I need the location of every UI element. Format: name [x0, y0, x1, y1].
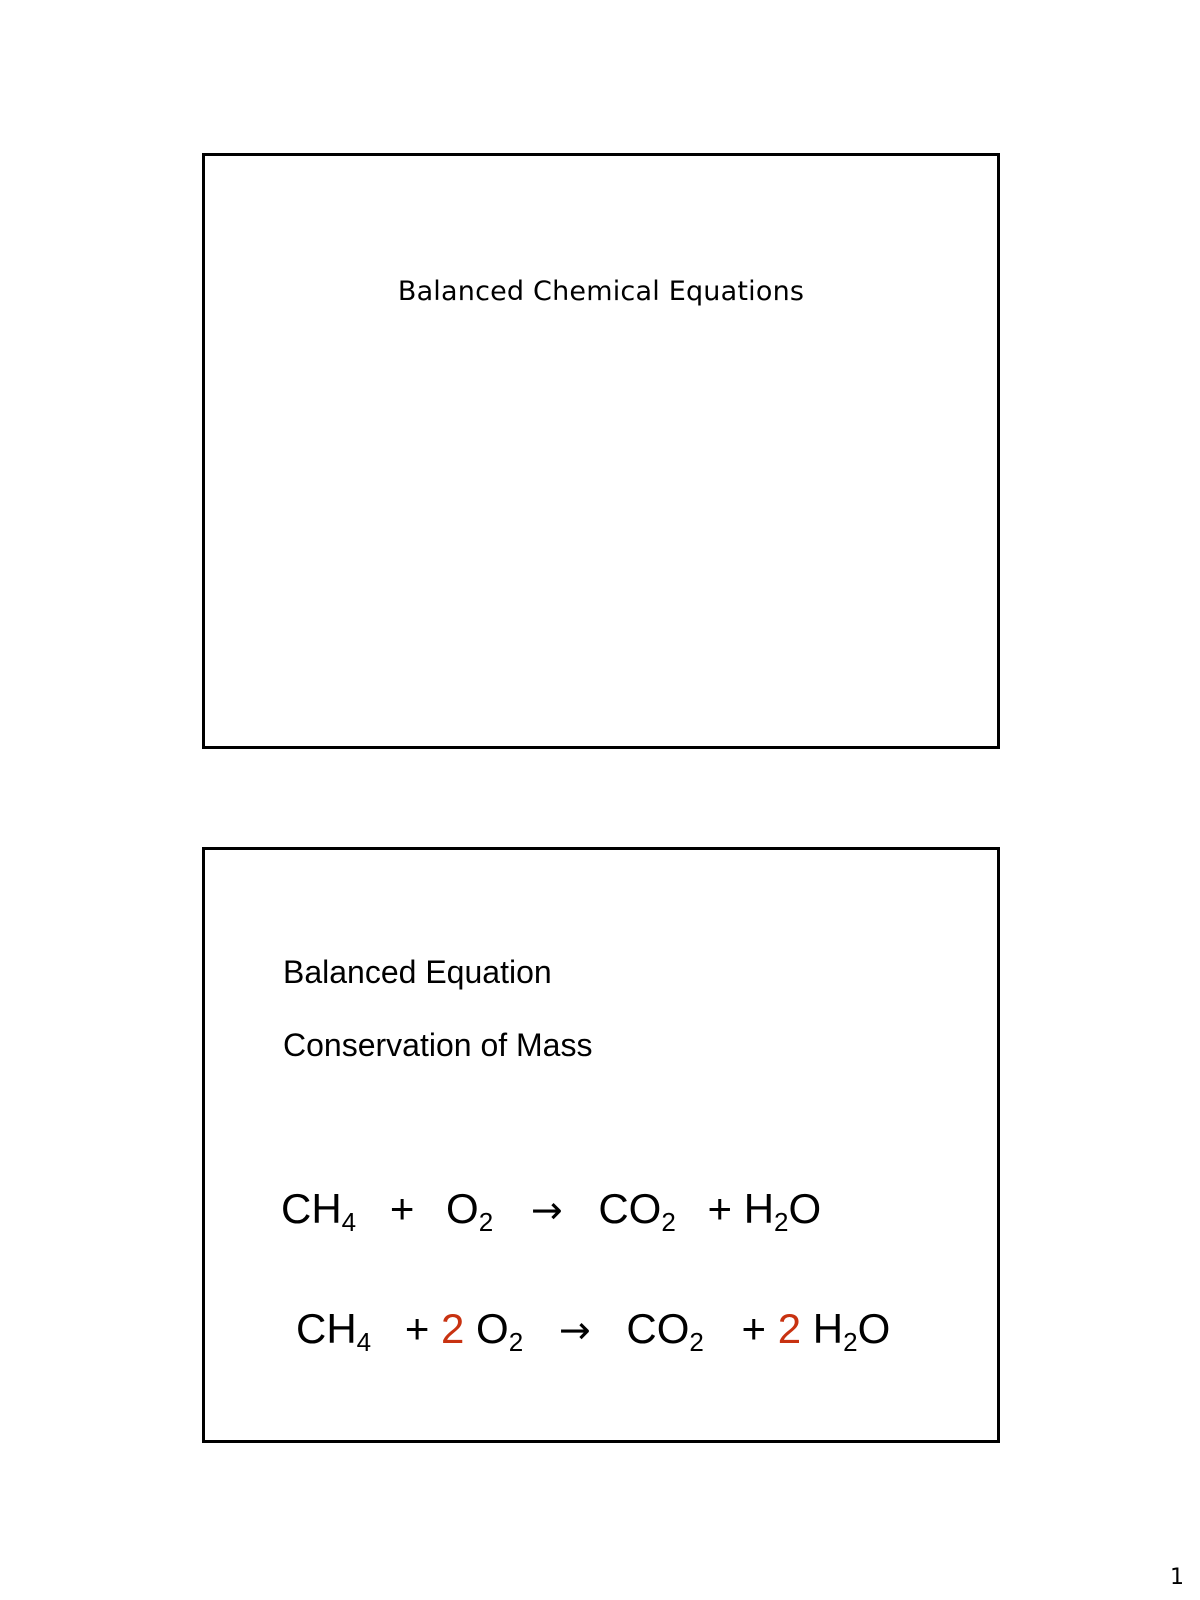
bullet-balanced-equation: Balanced Equation [283, 954, 552, 990]
plus-sign: + [707, 1185, 733, 1232]
product-carbon-dioxide: $CO_2$ [626, 1305, 704, 1357]
unbalanced-equation [281, 1185, 822, 1237]
coefficient-water: 2 [777, 1305, 802, 1352]
page-number: 1 [1170, 1565, 1184, 1590]
reactant-methane: $CH_4$ [281, 1185, 357, 1237]
reactant-oxygen: $O_2$ [476, 1305, 524, 1357]
plus-sign: + [389, 1185, 415, 1232]
reaction-arrow-icon: → [530, 1188, 563, 1232]
reactant-oxygen: $O_2$ [446, 1185, 494, 1237]
slide-1 [202, 153, 1000, 749]
product-water: $H_2O$ [743, 1185, 822, 1237]
balanced-equation [296, 1305, 891, 1357]
slide-2 [202, 847, 1000, 1443]
reaction-arrow-icon: → [558, 1308, 591, 1352]
plus-sign: + [741, 1305, 767, 1352]
plus-sign: + [404, 1305, 430, 1352]
reactant-methane: $CH_4$ [296, 1305, 372, 1357]
product-carbon-dioxide: $CO_2$ [598, 1185, 676, 1237]
coefficient-oxygen: 2 [441, 1305, 465, 1352]
slide-title: Balanced Chemical Equations [397, 276, 805, 307]
product-water: $H_2O$ [812, 1305, 891, 1357]
bullet-conservation-of-mass: Conservation of Mass [283, 1027, 593, 1063]
